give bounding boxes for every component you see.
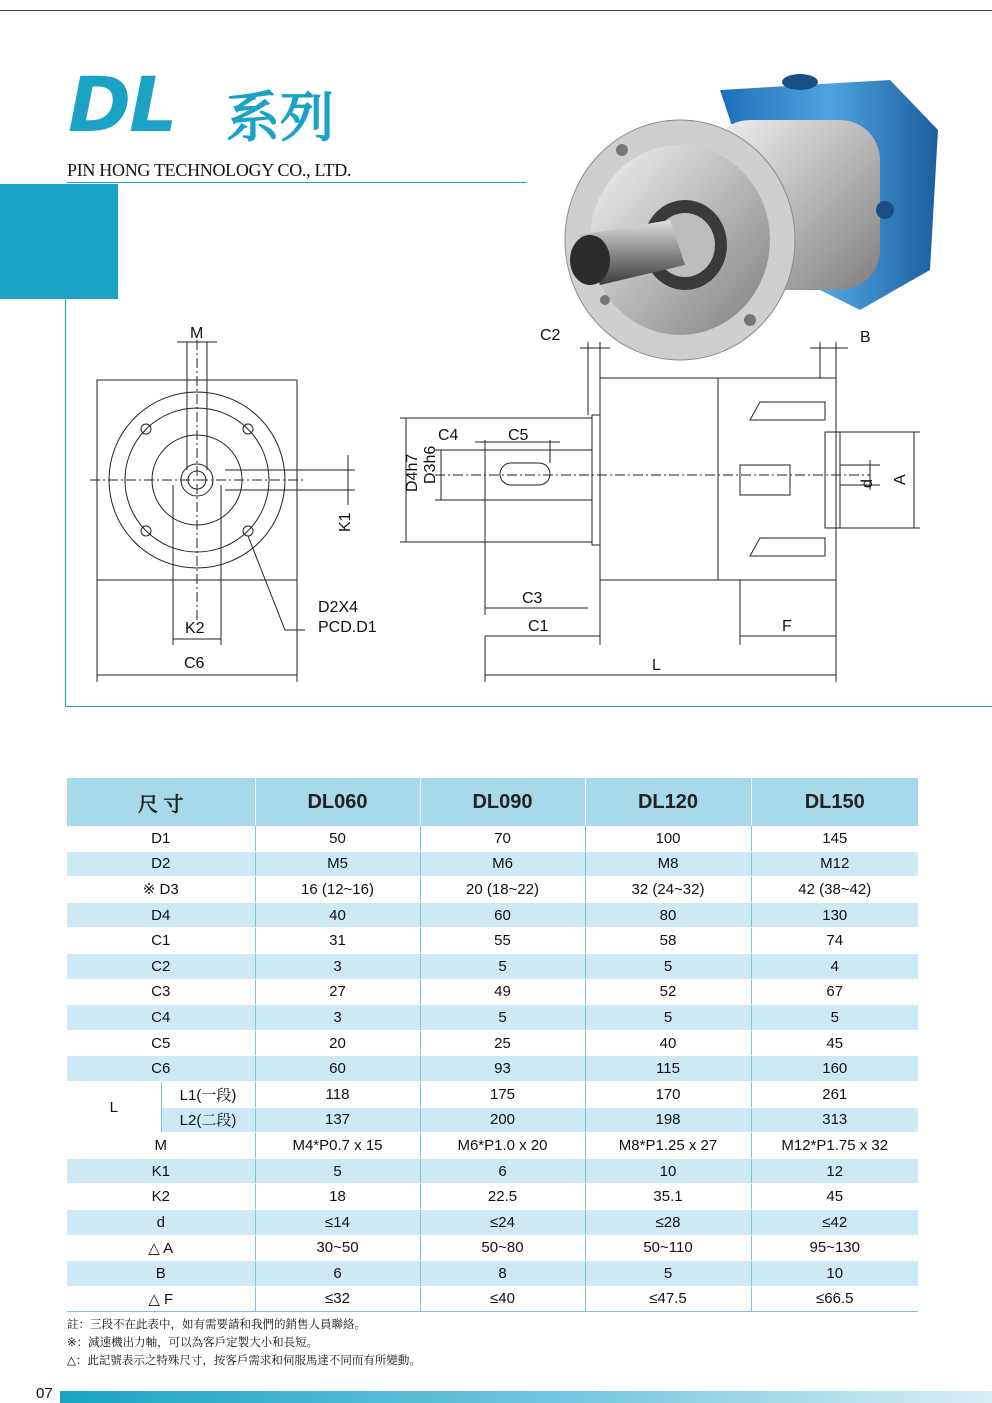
- table-row: [67, 1133, 918, 1159]
- cell: 60: [420, 902, 585, 928]
- cell: 3: [255, 1005, 420, 1031]
- label-a: A: [892, 474, 909, 485]
- label-c1: C1: [528, 618, 549, 635]
- row-label: K2: [67, 1184, 255, 1210]
- cell: 50: [255, 826, 420, 851]
- cell: 49: [420, 979, 585, 1005]
- cell: M6*P1.0 x 20: [420, 1133, 585, 1159]
- row-label: △ A: [67, 1235, 255, 1261]
- table-row: [67, 953, 918, 979]
- cell: 31: [255, 928, 420, 954]
- row-label: ※ D3: [67, 877, 255, 903]
- table-row: [67, 1209, 918, 1235]
- label-l: L: [652, 657, 661, 674]
- header-dl090: DL090: [420, 778, 585, 826]
- cell: M5: [255, 851, 420, 877]
- label-pcd: PCD.D1: [318, 619, 377, 636]
- cell: M12: [751, 851, 918, 877]
- table-row: [67, 1005, 918, 1031]
- cell: 4: [751, 953, 918, 979]
- cell: 145: [751, 826, 918, 851]
- cell: 55: [420, 928, 585, 954]
- label-c3: C3: [522, 590, 543, 607]
- page-number: 07: [36, 1385, 53, 1402]
- table-header-row: [67, 778, 918, 826]
- cell: 170: [585, 1081, 751, 1107]
- row-label: △ F: [67, 1286, 255, 1312]
- row-label: C4: [67, 1005, 255, 1031]
- cell: 5: [420, 953, 585, 979]
- label-b: B: [860, 329, 871, 346]
- label-c4: C4: [438, 427, 459, 444]
- cell: 5: [751, 1005, 918, 1031]
- cell: 18: [255, 1184, 420, 1210]
- cell: 40: [255, 902, 420, 928]
- footnotes: [67, 1316, 421, 1370]
- note-line: ※：減速機出力軸，可以為客戶定製大小和長短。: [67, 1337, 319, 1349]
- cell: 6: [420, 1158, 585, 1184]
- cell: ≤42: [751, 1209, 918, 1235]
- header-dl060: DL060: [255, 778, 420, 826]
- cell: 137: [255, 1107, 420, 1133]
- cell: 100: [585, 826, 751, 851]
- cell: 93: [420, 1056, 585, 1082]
- cell: 50~80: [420, 1235, 585, 1261]
- cell: 16 (12~16): [255, 877, 420, 903]
- product-image: [560, 70, 940, 360]
- label-d2x4: D2X4: [318, 599, 359, 616]
- cell: M12*P1.75 x 32: [751, 1133, 918, 1159]
- label-c2: C2: [540, 327, 561, 344]
- cell: 50~110: [585, 1235, 751, 1261]
- header-dl120: DL120: [585, 778, 751, 826]
- row-sublabel: L1(一段): [161, 1081, 255, 1107]
- label-d4h7: D4h7: [404, 453, 421, 492]
- cell: ≤28: [585, 1209, 751, 1235]
- table-row: [67, 1286, 918, 1312]
- cell: 115: [585, 1056, 751, 1082]
- cell: 8: [420, 1261, 585, 1287]
- cell: 175: [420, 1081, 585, 1107]
- frame-left-line: [65, 299, 66, 707]
- accent-block: [0, 184, 118, 299]
- cell: ≤14: [255, 1209, 420, 1235]
- table-row: [67, 1030, 918, 1056]
- technical-drawing: [80, 320, 909, 700]
- company-underline: [67, 182, 527, 183]
- table-row: [67, 1107, 918, 1133]
- row-label: C1: [67, 928, 255, 954]
- label-d3h6: D3h6: [422, 445, 439, 484]
- footer-bar: [60, 1391, 992, 1403]
- cell: 25: [420, 1030, 585, 1056]
- cell: ≤24: [420, 1209, 585, 1235]
- cell: 58: [585, 928, 751, 954]
- row-label: C5: [67, 1030, 255, 1056]
- row-label: D2: [67, 851, 255, 877]
- table-row: [67, 851, 918, 877]
- table-row: [67, 1081, 918, 1107]
- row-label: K1: [67, 1158, 255, 1184]
- cell: 80: [585, 902, 751, 928]
- cell: 70: [420, 826, 585, 851]
- cell: 10: [751, 1261, 918, 1287]
- cell: M8: [585, 851, 751, 877]
- cell: 20 (18~22): [420, 877, 585, 903]
- header-dimension: 尺 寸: [67, 778, 255, 826]
- table-row: [67, 877, 918, 903]
- cell: 27: [255, 979, 420, 1005]
- table-row: [67, 1261, 918, 1287]
- cell: ≤32: [255, 1286, 420, 1312]
- row-label: C2: [67, 953, 255, 979]
- row-label: D4: [67, 902, 255, 928]
- cell: M6: [420, 851, 585, 877]
- cell: 5: [420, 1005, 585, 1031]
- cell: 60: [255, 1056, 420, 1082]
- cell: 6: [255, 1261, 420, 1287]
- table-row: [67, 1056, 918, 1082]
- cell: 3: [255, 953, 420, 979]
- table-row: [67, 1235, 918, 1261]
- cell: ≤47.5: [585, 1286, 751, 1312]
- frame-bottom-line: [65, 706, 992, 707]
- row-sublabel: L2(二段): [161, 1107, 255, 1133]
- label-d: d: [859, 479, 876, 488]
- label-f: F: [782, 618, 792, 635]
- cell: 5: [585, 1005, 751, 1031]
- spec-table: [67, 778, 918, 1312]
- label-k1: K1: [337, 512, 354, 532]
- row-label: d: [67, 1209, 255, 1235]
- cell: 5: [255, 1158, 420, 1184]
- cell: 130: [751, 902, 918, 928]
- table-row: [67, 979, 918, 1005]
- cell: ≤40: [420, 1286, 585, 1312]
- table-row: [67, 1158, 918, 1184]
- label-m: M: [190, 325, 204, 342]
- cell: 160: [751, 1056, 918, 1082]
- cell: 22.5: [420, 1184, 585, 1210]
- table-row: [67, 1184, 918, 1210]
- cell: 45: [751, 1030, 918, 1056]
- cell: ≤66.5: [751, 1286, 918, 1312]
- label-c5: C5: [508, 427, 529, 444]
- series-title: DL: [68, 60, 176, 149]
- row-label: M: [67, 1133, 255, 1159]
- cell: 198: [585, 1107, 751, 1133]
- cell: 200: [420, 1107, 585, 1133]
- cell: 74: [751, 928, 918, 954]
- cell: 12: [751, 1158, 918, 1184]
- series-title-cn: 系列: [226, 86, 334, 149]
- cell: 32 (24~32): [585, 877, 751, 903]
- cell: 30~50: [255, 1235, 420, 1261]
- table-row: [67, 826, 918, 851]
- row-label: B: [67, 1261, 255, 1287]
- row-label-l: L: [67, 1081, 161, 1132]
- row-label: C6: [67, 1056, 255, 1082]
- row-label: C3: [67, 979, 255, 1005]
- front-view: [90, 340, 355, 682]
- cell: 42 (38~42): [751, 877, 918, 903]
- cell: 35.1: [585, 1184, 751, 1210]
- cell: 261: [751, 1081, 918, 1107]
- cell: 67: [751, 979, 918, 1005]
- table-row: [67, 928, 918, 954]
- cell: 118: [255, 1081, 420, 1107]
- label-c6: C6: [184, 655, 205, 672]
- row-label: D1: [67, 826, 255, 851]
- label-k2: K2: [185, 620, 205, 637]
- note-line: 註：三段不在此表中，如有需要請和我們的銷售人員聯絡。: [67, 1319, 366, 1331]
- cell: 313: [751, 1107, 918, 1133]
- cell: 10: [585, 1158, 751, 1184]
- side-view: [400, 342, 920, 682]
- note-line: △：此記號表示之特殊尺寸，按客戶需求和伺服馬達不同而有所變動。: [67, 1355, 421, 1367]
- table-row: [67, 902, 918, 928]
- cell: 20: [255, 1030, 420, 1056]
- header-dl150: DL150: [751, 778, 918, 826]
- cell: 45: [751, 1184, 918, 1210]
- top-rule: [0, 10, 992, 11]
- cell: 40: [585, 1030, 751, 1056]
- cell: M4*P0.7 x 15: [255, 1133, 420, 1159]
- cell: M8*P1.25 x 27: [585, 1133, 751, 1159]
- cell: 52: [585, 979, 751, 1005]
- cell: 95~130: [751, 1235, 918, 1261]
- cell: 5: [585, 1261, 751, 1287]
- cell: 5: [585, 953, 751, 979]
- company-name: PIN HONG TECHNOLOGY CO., LTD.: [67, 160, 352, 180]
